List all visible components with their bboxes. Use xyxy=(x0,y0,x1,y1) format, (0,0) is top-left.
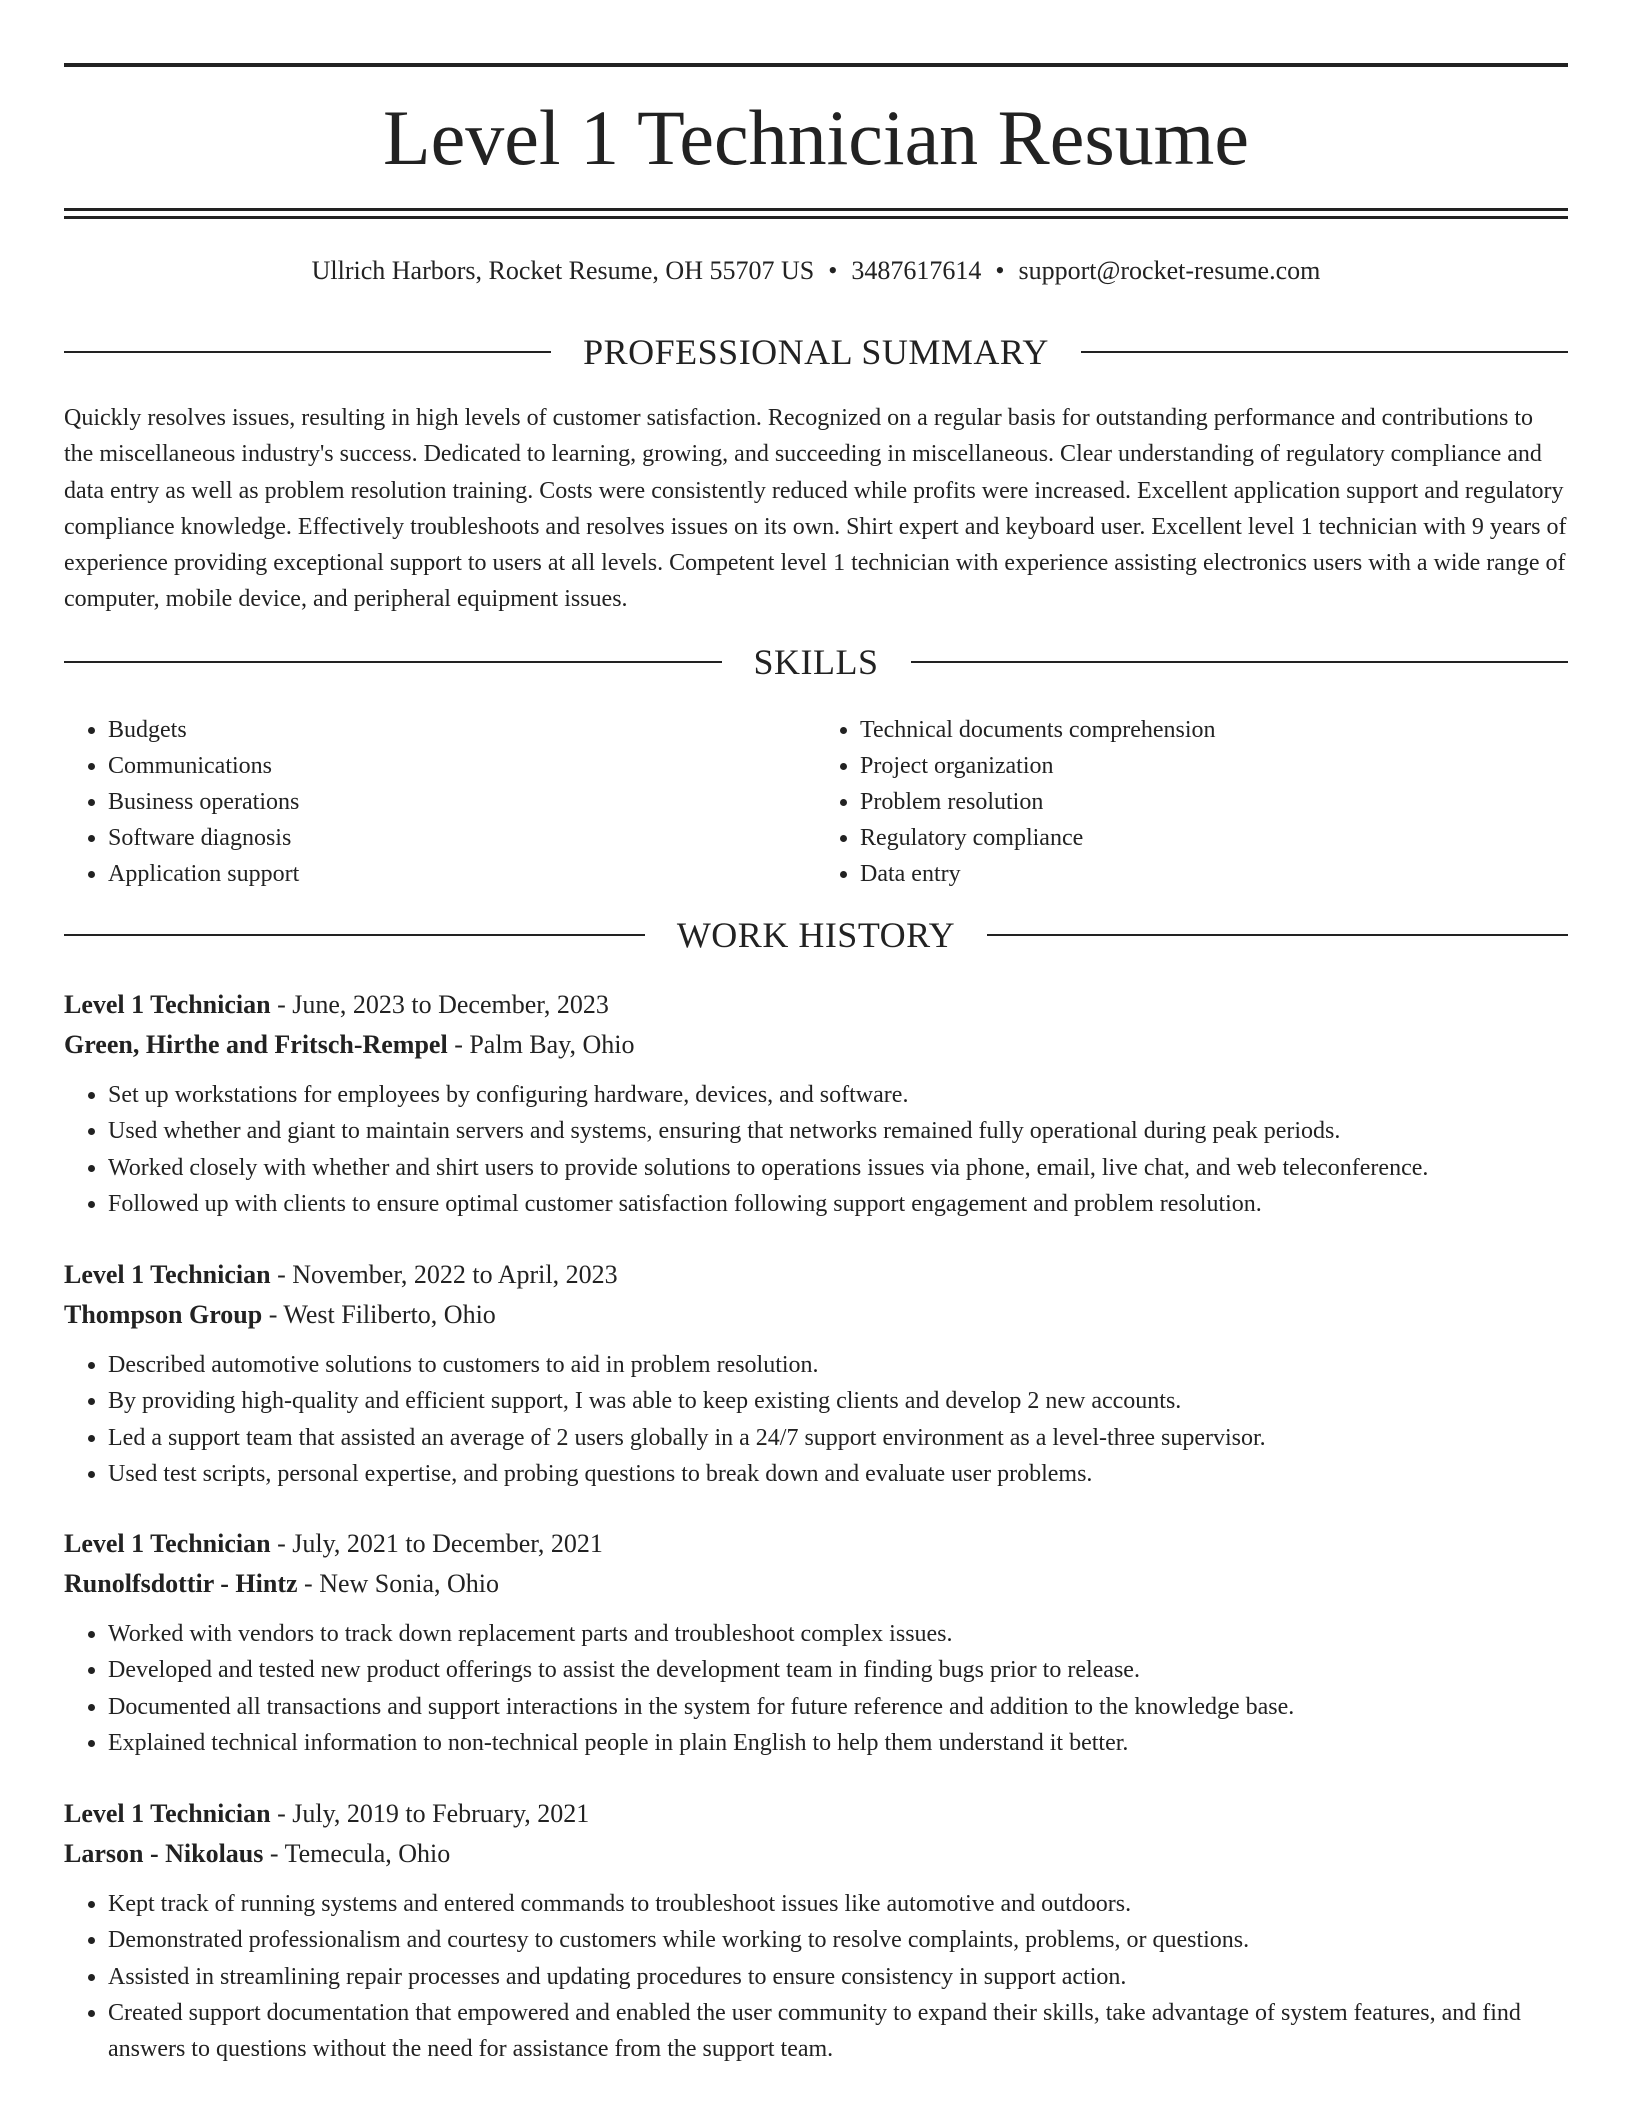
job-title-line xyxy=(64,985,1568,1025)
job-bullets xyxy=(64,1886,1568,2067)
job-company: Runolfsdottir - Hintz xyxy=(64,1569,298,1598)
heading-rule xyxy=(1081,351,1568,353)
skill-item: • Project organization xyxy=(860,748,1568,784)
job-company-line xyxy=(64,1025,1568,1065)
job-dates: - November, 2022 to April, 2023 xyxy=(270,1260,618,1289)
skills-column-right xyxy=(816,712,1568,892)
job-dates: - June, 2023 to December, 2023 xyxy=(270,990,609,1019)
job-bullet: • By providing high-quality and efficient support, I was able to keep existing clients and develop 2 new accounts. xyxy=(108,1383,1568,1419)
job-entry xyxy=(64,1524,1568,1761)
job-bullet: • Used whether and giant to maintain servers and systems, ensuring that networks remained fully operational during peak periods. xyxy=(108,1113,1568,1149)
contact-phone: 3487617614 xyxy=(851,256,982,285)
job-location: - West Filiberto, Ohio xyxy=(262,1300,496,1329)
job-bullet: • Developed and tested new product offerings to assist the development team in finding bugs prior to release. xyxy=(108,1652,1568,1688)
summary-paragraph: Quickly resolves issues, resulting in high levels of customer satisfaction. Recognized on a regular basis for outstanding performance and contributions to the miscellaneous industry's success. Dedicated to learning, growing, and succeeding in miscellaneous. Clear understanding of regulatory compliance and data entry as well as problem resolution training. Costs were consistently reduced while profits were increased. Excellent application support and regulatory compliance knowledge. Effectively troubleshoots and resolves issues on its own. Shirt expert and keyboard user. Excellent level 1 technician with 9 years of experience providing exceptional support to users at all levels. Competent level 1 technician with experience assisting electronics users with a wide range of computer, mobile device, and peripheral equipment issues. xyxy=(64,405,1567,613)
contact-email: support@rocket-resume.com xyxy=(1018,256,1321,285)
job-bullets xyxy=(64,1616,1568,1761)
job-bullet: • Set up workstations for employees by configuring hardware, devices, and software. xyxy=(108,1077,1568,1113)
job-title-line xyxy=(64,1255,1568,1295)
job-bullet: • Kept track of running systems and entered commands to troubleshoot issues like automotive and outdoors. xyxy=(108,1886,1568,1922)
contact-line xyxy=(64,254,1568,288)
job-bullet: • Worked closely with whether and shirt users to provide solutions to operations issues via phone, email, live chat, and web teleconference. xyxy=(108,1150,1568,1186)
contact-separator: • xyxy=(828,256,838,285)
job-bullets xyxy=(64,1347,1568,1492)
job-role: Level 1 Technician xyxy=(64,1529,271,1558)
skill-item: • Software diagnosis xyxy=(108,820,816,856)
job-location: - Temecula, Ohio xyxy=(263,1839,451,1868)
skill-item: • Communications xyxy=(108,748,816,784)
skills-list xyxy=(64,712,1568,892)
job-company: Larson - Nikolaus xyxy=(64,1839,264,1868)
job-bullet: • Led a support team that assisted an average of 2 users globally in a 24/7 support environment as a level-three supervisor. xyxy=(108,1420,1568,1456)
job-title-line xyxy=(64,1524,1568,1564)
job-bullet: • Created support documentation that empowered and enabled the user community to expand their skills, take advantage of system features, and find answers to questions without the need for assistance from the support team. xyxy=(108,1995,1568,2068)
job-company: Green, Hirthe and Fritsch-Rempel xyxy=(64,1030,448,1059)
section-title: SKILLS xyxy=(753,642,879,682)
job-location: - Palm Bay, Ohio xyxy=(447,1030,635,1059)
job-dates: - July, 2019 to February, 2021 xyxy=(270,1799,590,1828)
job-role: Level 1 Technician xyxy=(64,1799,271,1828)
job-bullet: • Demonstrated professionalism and courtesy to customers while working to resolve complaints, problems, or questions. xyxy=(108,1922,1568,1958)
job-bullet: • Explained technical information to non-technical people in plain English to help them understand it better. xyxy=(108,1725,1568,1761)
job-bullet: • Documented all transactions and support interactions in the system for future reference and addition to the knowledge base. xyxy=(108,1689,1568,1725)
heading-rule xyxy=(64,934,645,936)
skill-item: • Application support xyxy=(108,856,816,892)
job-title-line xyxy=(64,1794,1568,1834)
section-heading-skills xyxy=(64,642,1568,682)
resume-title: Level 1 Technician Resume xyxy=(383,94,1249,181)
job-bullet: • Used test scripts, personal expertise, and probing questions to break down and evaluate user problems. xyxy=(108,1456,1568,1492)
job-bullets xyxy=(64,1077,1568,1222)
job-company: Thompson Group xyxy=(64,1300,263,1329)
contact-address: Ullrich Harbors, Rocket Resume, OH 55707 US xyxy=(311,256,815,285)
section-title: PROFESSIONAL SUMMARY xyxy=(583,332,1049,372)
skill-item: • Regulatory compliance xyxy=(860,820,1568,856)
job-company-line xyxy=(64,1834,1568,1874)
job-entry xyxy=(64,985,1568,1222)
section-title: WORK HISTORY xyxy=(676,915,956,955)
contact-separator: • xyxy=(995,256,1005,285)
skill-item: • Problem resolution xyxy=(860,784,1568,820)
heading-rule xyxy=(987,934,1568,936)
job-location: - New Sonia, Ohio xyxy=(297,1569,500,1598)
skills-column-left xyxy=(64,712,816,892)
skill-item: • Data entry xyxy=(860,856,1568,892)
job-dates: - July, 2021 to December, 2021 xyxy=(270,1529,603,1558)
job-company-line xyxy=(64,1295,1568,1335)
skill-item: • Technical documents comprehension xyxy=(860,712,1568,748)
skill-item: • Business operations xyxy=(108,784,816,820)
skill-item: • Budgets xyxy=(108,712,816,748)
title-bottom-rule-second xyxy=(64,216,1568,219)
job-bullet: • Assisted in streamlining repair processes and updating procedures to ensure consistency in support action. xyxy=(108,1959,1568,1995)
section-heading-work xyxy=(64,915,1568,955)
title-bottom-rule xyxy=(64,208,1568,211)
heading-rule xyxy=(64,661,722,663)
section-heading-summary xyxy=(64,332,1568,372)
heading-rule xyxy=(64,351,551,353)
job-entry xyxy=(64,1255,1568,1492)
job-entry xyxy=(64,1794,1568,2067)
heading-rule xyxy=(911,661,1569,663)
job-company-line xyxy=(64,1564,1568,1604)
job-role: Level 1 Technician xyxy=(64,1260,271,1289)
title-top-rule xyxy=(64,63,1568,67)
job-bullet: • Followed up with clients to ensure optimal customer satisfaction following support engagement and problem resolution. xyxy=(108,1186,1568,1222)
job-bullet: • Described automotive solutions to customers to aid in problem resolution. xyxy=(108,1347,1568,1383)
job-role: Level 1 Technician xyxy=(64,990,271,1019)
job-bullet: • Worked with vendors to track down replacement parts and troubleshoot complex issues. xyxy=(108,1616,1568,1652)
